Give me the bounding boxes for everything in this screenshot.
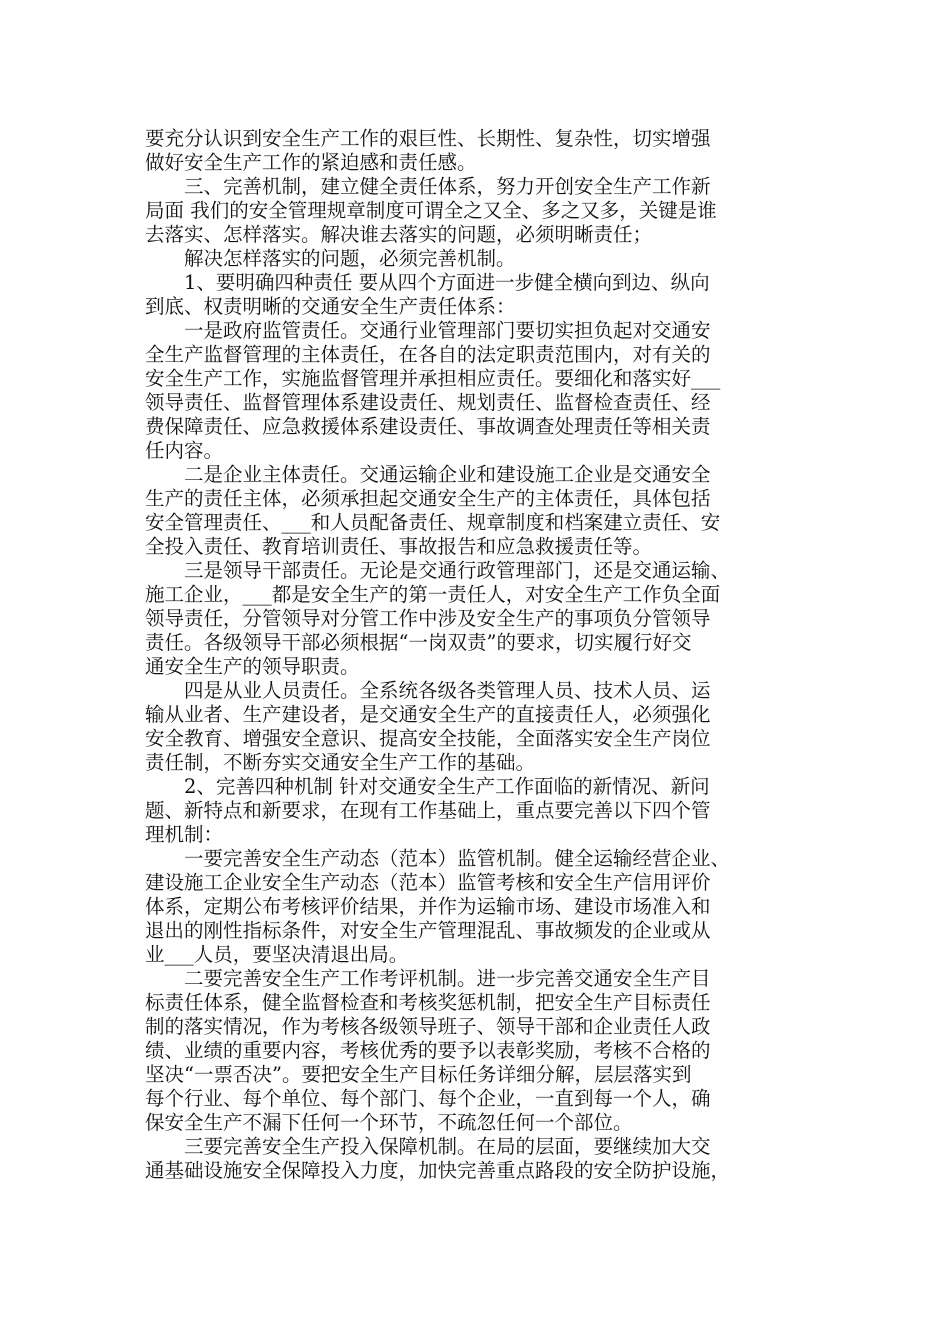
text-line: 一是政府监管责任。交通行业管理部门要切实担负起对交通安 [145,319,711,342]
text-line: 二是企业主体责任。交通运输企业和建设施工企业是交通安全 [145,463,711,486]
text-line: 费保障责任、应急救援体系建设责任、事故调查处理责任等相关责 [145,415,711,438]
text-line: 做好安全生产工作的紧迫感和责任感。 [145,151,477,174]
text-line: 一要完善安全生产动态（范本）监管机制。健全运输经营企业、 [145,847,731,870]
text-line: 1、要明确四种责任 要从四个方面进一步健全横向到边、纵向 [145,271,710,294]
text-line: 输从业者、生产建设者，是交通安全生产的直接责任人，必须强化 [145,703,711,726]
text-line: 2、完善四种机制 针对交通安全生产工作面临的新情况、新问 [145,775,710,798]
text-line: 责任。各级领导干部必须根据“一岗双责”的要求，切实履行好交 [145,631,692,654]
text-line: 制的落实情况，作为考核各级领导班子、领导干部和企业责任人政 [145,1015,711,1038]
text-line: 到底、权责明晰的交通安全生产责任体系： [145,295,516,318]
text-line: 全投入责任、教育培训责任、事故报告和应急救援责任等。 [145,535,653,558]
text-line: 二要完善安全生产工作考评机制。进一步完善交通安全生产目 [145,967,711,990]
text-line: 安全生产工作，实施监督管理并承担相应责任。要细化和落实好___ [145,367,721,390]
text-line: 局面 我们的安全管理规章制度可谓全之又全、多之又多，关键是谁 [145,199,717,222]
text-line: 每个行业、每个单位、每个部门、每个企业，一直到每一个人，确 [145,1087,711,1110]
text-line: 三要完善安全生产投入保障机制。在局的层面，要继续加大交 [145,1135,711,1158]
text-line: 领导责任、监督管理体系建设责任、规划责任、监督检查责任、经 [145,391,711,414]
text-line: 理机制： [145,823,224,846]
text-line: 全生产监督管理的主体责任，在各自的法定职责范围内，对有关的 [145,343,711,366]
text-line: 任内容。 [145,439,224,462]
text-line: 安全管理责任、___和人员配备责任、规章制度和档案建立责任、安 [145,511,721,534]
text-line: 四是从业人员责任。全系统各级各类管理人员、技术人员、运 [145,679,711,702]
text-line: 绩、业绩的重要内容，考核优秀的要予以表彰奖励，考核不合格的 [145,1039,711,1062]
text-line: 三是领导干部责任。无论是交通行政管理部门，还是交通运输、 [145,559,731,582]
text-line: 通基础设施安全保障投入力度，加快完善重点路段的安全防护设施， [145,1159,731,1182]
text-line: 责任制，不断夯实交通安全生产工作的基础。 [145,751,536,774]
text-line: 施工企业，___都是安全生产的第一责任人，对安全生产工作负全面 [145,583,721,606]
text-line: 要充分认识到安全生产工作的艰巨性、长期性、复杂性，切实增强 [145,127,711,150]
text-line: 坚决“一票否决”。要把安全生产目标任务详细分解，层层落实到 [145,1063,692,1086]
text-line: 建设施工企业安全生产动态（范本）监管考核和安全生产信用评价 [145,871,711,894]
text-line: 退出的刚性指标条件，对安全生产管理混乱、事故频发的企业或从 [145,919,711,942]
text-line: 业___人员，要坚决清退出局。 [145,943,409,966]
text-line: 去落实、怎样落实。解决谁去落实的问题，必须明晰责任； [145,223,653,246]
text-line: 安全教育、增强安全意识、提高安全技能，全面落实安全生产岗位 [145,727,711,750]
text-line: 体系，定期公布考核评价结果，并作为运输市场、建设市场准入和 [145,895,711,918]
document-body [145,127,813,1183]
text-line: 三、完善机制，建立健全责任体系，努力开创安全生产工作新 [145,175,711,198]
text-line: 题、新特点和新要求，在现有工作基础上，重点要完善以下四个管 [145,799,711,822]
text-line: 生产的责任主体，必须承担起交通安全生产的主体责任，具体包括 [145,487,711,510]
text-line: 通安全生产的领导职责。 [145,655,360,678]
text-line: 解决怎样落实的问题，必须完善机制。 [145,247,516,270]
text-line: 领导责任，分管领导对分管工作中涉及安全生产的事项负分管领导 [145,607,711,630]
text-line: 标责任体系，健全监督检查和考核奖惩机制，把安全生产目标责任 [145,991,711,1014]
text-line: 保安全生产不漏下任何一个环节，不疏忽任何一个部位。 [145,1111,633,1134]
